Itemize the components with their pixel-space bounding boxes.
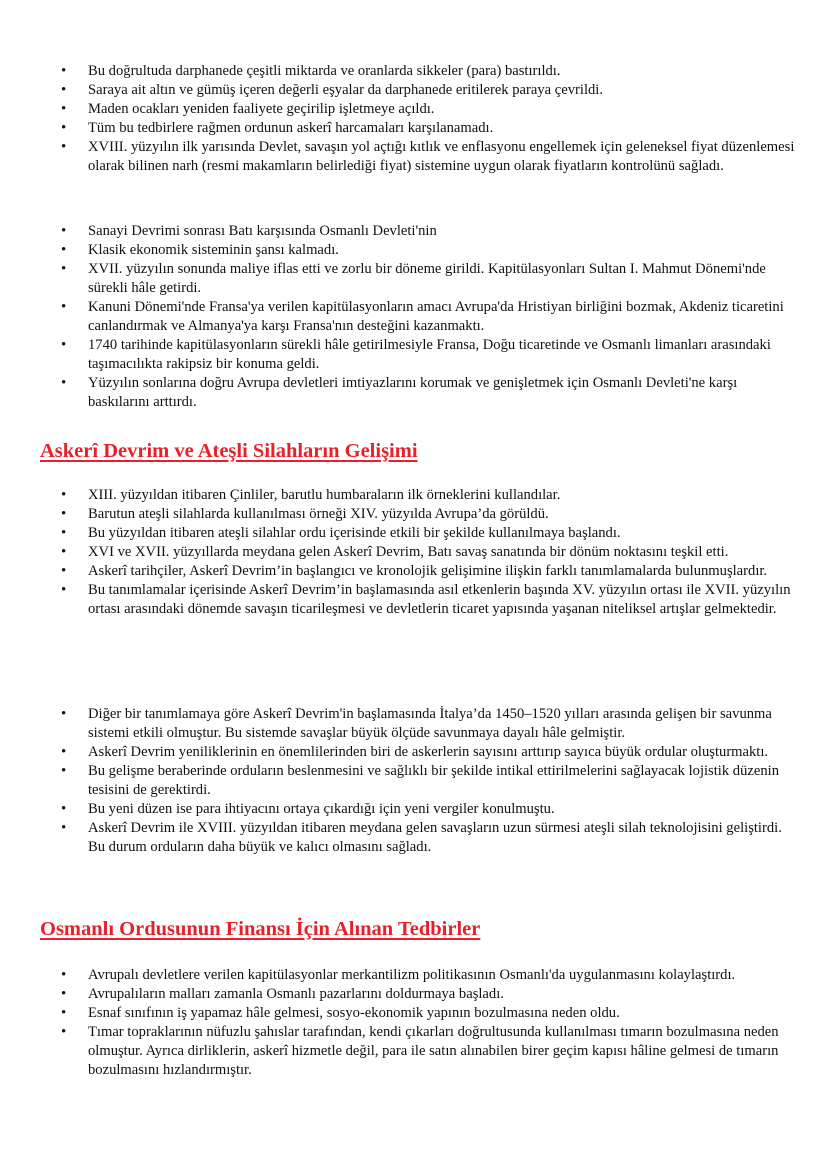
bullet-group-finance-measures [0, 62, 828, 176]
list-item: • Saraya ait altın ve gümüş içeren değerli eşyalar da darphanede eritilerek paraya çevrildi. [0, 81, 828, 100]
list-item: • Askerî Devrim yeniliklerinin en önemlilerinden biri de askerlerin sayısını arttırıp sayıca büyük ordular oluşturmaktı. [0, 743, 828, 762]
list-item: • Klasik ekonomik sisteminin şansı kalmadı. [0, 241, 828, 260]
heading-military-revolution: Askerî Devrim ve Ateşli Silahların Gelişimi [40, 440, 418, 462]
list-item: • Bu gelişme beraberinde orduların beslenmesini ve sağlıklı bir şekilde intikal ettirilmelerini sağlayacak lojistik düzenin tesisini de gerektirdi. [0, 762, 828, 800]
list-item: • Tımar topraklarının nüfuzlu şahıslar tarafından, kendi çıkarları doğrultusunda kullanılması tımarın bozulmasına neden olmuştur. Ayrıca dirliklerin, askerî hizmetle değil, para ile satın alınabilen birer geçim kapısı hâline gelmesi de tımarın bozulmasını hızlandırmıştır. [0, 1023, 828, 1080]
list-item: • Yüzyılın sonlarına doğru Avrupa devletleri imtiyazlarını korumak ve genişletmek için Osmanlı Devleti'ne karşı baskılarını arttırdı. [0, 374, 828, 412]
bullet-group-economic-decline [0, 222, 828, 412]
bullet-group-army-finance [0, 966, 828, 1080]
list-item: • XVIII. yüzyılın ilk yarısında Devlet, savaşın yol açtığı kıtlık ve enflasyonu engellemek için geleneksel fiyat düzenlemesi olarak bilinen narh (resmi makamların belirlediği fiyat) sistemine uygun olarak fiyatların kontrolünü sağladı. [0, 138, 828, 176]
list-item: • XVII. yüzyılın sonunda maliye iflas etti ve zorlu bir döneme girildi. Kapitülasyonları Sultan I. Mahmut Dönemi'nde sürekli hâle getirdi. [0, 260, 828, 298]
list-item: • XIII. yüzyıldan itibaren Çinliler, barutlu humbaraların ilk örneklerini kullandılar. [0, 486, 828, 505]
list-item: • Kanuni Dönemi'nde Fransa'ya verilen kapitülasyonların amacı Avrupa'da Hristiyan birliğini bozmak, Akdeniz ticaretini canlandırmak ve Almanya'ya karşı Fransa'nın desteğini kazanmaktı. [0, 298, 828, 336]
list-item: • Tüm bu tedbirlere rağmen ordunun askerî harcamaları karşılanamadı. [0, 119, 828, 138]
list-item: • Bu tanımlamalar içerisinde Askerî Devrim’in başlamasında asıl etkenlerin başında XV. yüzyılın ortası ile XVII. yüzyılın ortası arasındaki dönemde savaşın ticarileşmesi ve devletlerin ticaret yapısında yaşanan niteliksel artışlar gelmektedir. [0, 581, 828, 619]
list-item: • Avrupalı devletlere verilen kapitülasyonlar merkantilizm politikasının Osmanlı'da uygulanmasını kolaylaştırdı. [0, 966, 828, 985]
list-item: • Bu yüzyıldan itibaren ateşli silahlar ordu içerisinde etkili bir şekilde kullanılmaya başlandı. [0, 524, 828, 543]
heading-ottoman-army-finance: Osmanlı Ordusunun Finansı İçin Alınan Tedbirler [40, 918, 481, 940]
list-item: • Bu doğrultuda darphanede çeşitli miktarda ve oranlarda sikkeler (para) bastırıldı. [0, 62, 828, 81]
list-item: • Avrupalıların malları zamanla Osmanlı pazarlarını doldurmaya başladı. [0, 985, 828, 1004]
list-item: • Diğer bir tanımlamaya göre Askerî Devrim'in başlamasında İtalya’da 1450–1520 yılları arasında gelişen bir savunma sistemi etkili olmuştur. Bu sistemde savaşlar büyük ölçüde savunmaya dayalı hâle gelmiştir. [0, 705, 828, 743]
list-item: • XVI ve XVII. yüzyıllarda meydana gelen Askerî Devrim, Batı savaş sanatında bir dönüm noktasını teşkil etti. [0, 543, 828, 562]
bullet-group-military-revolution-effects [0, 705, 828, 857]
bullet-group-firearms [0, 486, 828, 619]
list-item: • Askerî Devrim ile XVIII. yüzyıldan itibaren meydana gelen savaşların uzun sürmesi ateşli silah teknolojisini geliştirdi. Bu durum orduların daha büyük ve kalıcı olmasını sağladı. [0, 819, 828, 857]
list-item: • Maden ocakları yeniden faaliyete geçirilip işletmeye açıldı. [0, 100, 828, 119]
list-item: • Askerî tarihçiler, Askerî Devrim’in başlangıcı ve kronolojik gelişimine ilişkin farklı tanımlamalarda bulunmuşlardır. [0, 562, 828, 581]
list-item: • 1740 tarihinde kapitülasyonların sürekli hâle getirilmesiyle Fransa, Doğu ticaretinde ve Osmanlı limanları arasındaki taşımacılıkta rakipsiz bir konuma geldi. [0, 336, 828, 374]
list-item: • Bu yeni düzen ise para ihtiyacını ortaya çıkardığı için yeni vergiler konulmuştu. [0, 800, 828, 819]
list-item: • Sanayi Devrimi sonrası Batı karşısında Osmanlı Devleti'nin [0, 222, 828, 241]
list-item: • Barutun ateşli silahlarda kullanılması örneği XIV. yüzyılda Avrupa’da görüldü. [0, 505, 828, 524]
list-item: • Esnaf sınıfının iş yapamaz hâle gelmesi, sosyo-ekonomik yapının bozulmasına neden oldu. [0, 1004, 828, 1023]
